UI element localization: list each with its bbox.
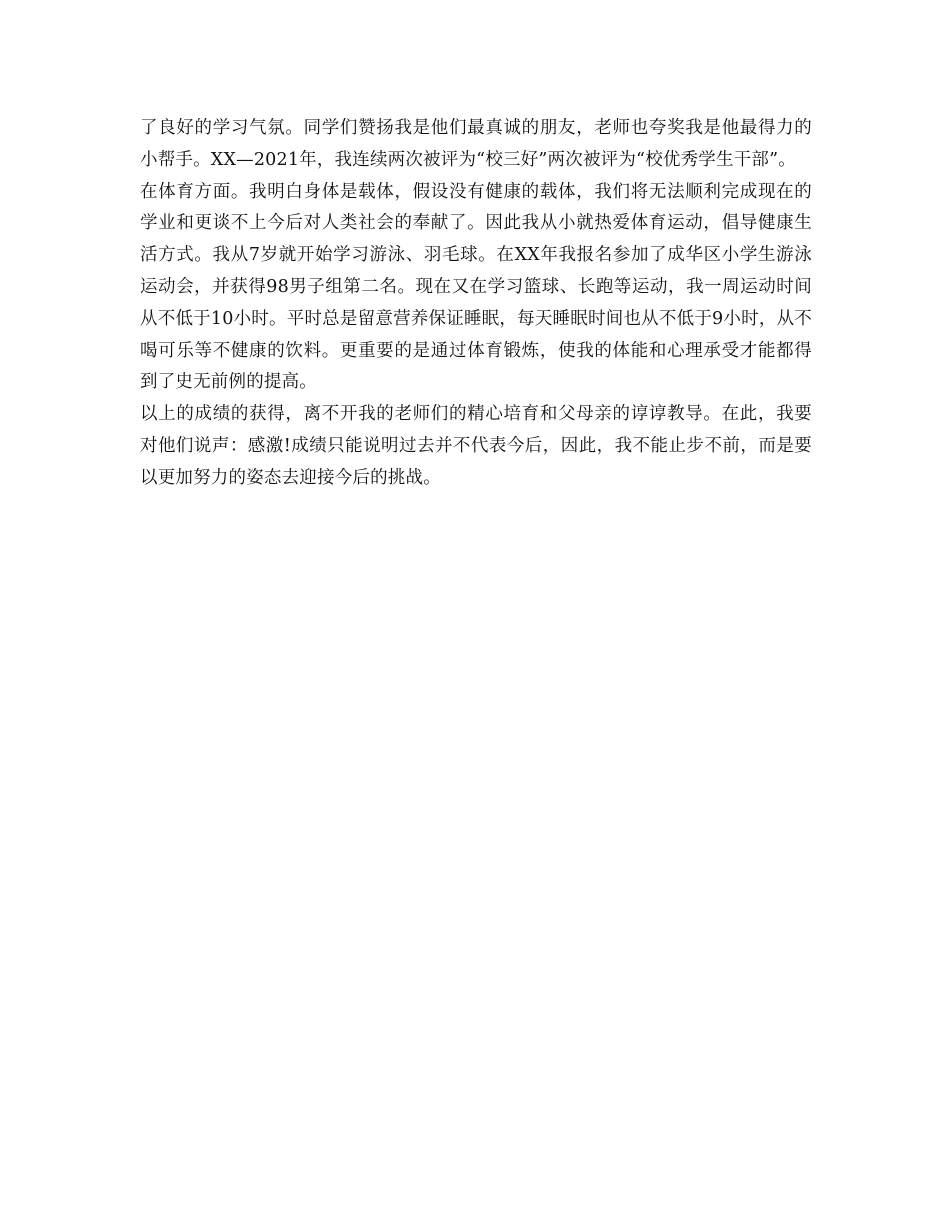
paragraph-honors: 了良好的学习气氛。同学们赞扬我是他们最真诚的朋友，老师也夸奖我是他最得力的小帮手。XX—2021年，我连续两次被评为“校三好”两次被评为“校优秀学生干部”。 bbox=[140, 118, 812, 170]
paragraph-sports: 在体育方面。我明白身体是载体，假设没有健康的载体，我们将无法顺利完成现在的学业和更谈不上今后对人类社会的奉献了。因此我从小就热爱体育运动，倡导健康生活方式。我从7岁就开始学习游泳、羽毛球。在XX年我报名参加了成华区小学生游泳运动会，并获得98男子组第二名。现在又在学习篮球、长跑等运动，我一周运动时间从不低于10小时。平时总是留意营养保证睡眠，每天睡眠时间也从不低于9小时，从不喝可乐等不健康的饮料。更重要的是通过体育锻炼，使我的体能和心理承受才能都得到了史无前例的提高。 bbox=[140, 181, 812, 393]
paragraph-conclusion: 以上的成绩的获得，离不开我的老师们的精心培育和父母亲的谆谆教导。在此，我要对他们说声：感激!成绩只能说明过去并不代表今后，因此，我不能止步不前，而是要以更加努力的姿态去迎接今后的挑战。 bbox=[140, 404, 812, 488]
document-body bbox=[140, 113, 812, 495]
